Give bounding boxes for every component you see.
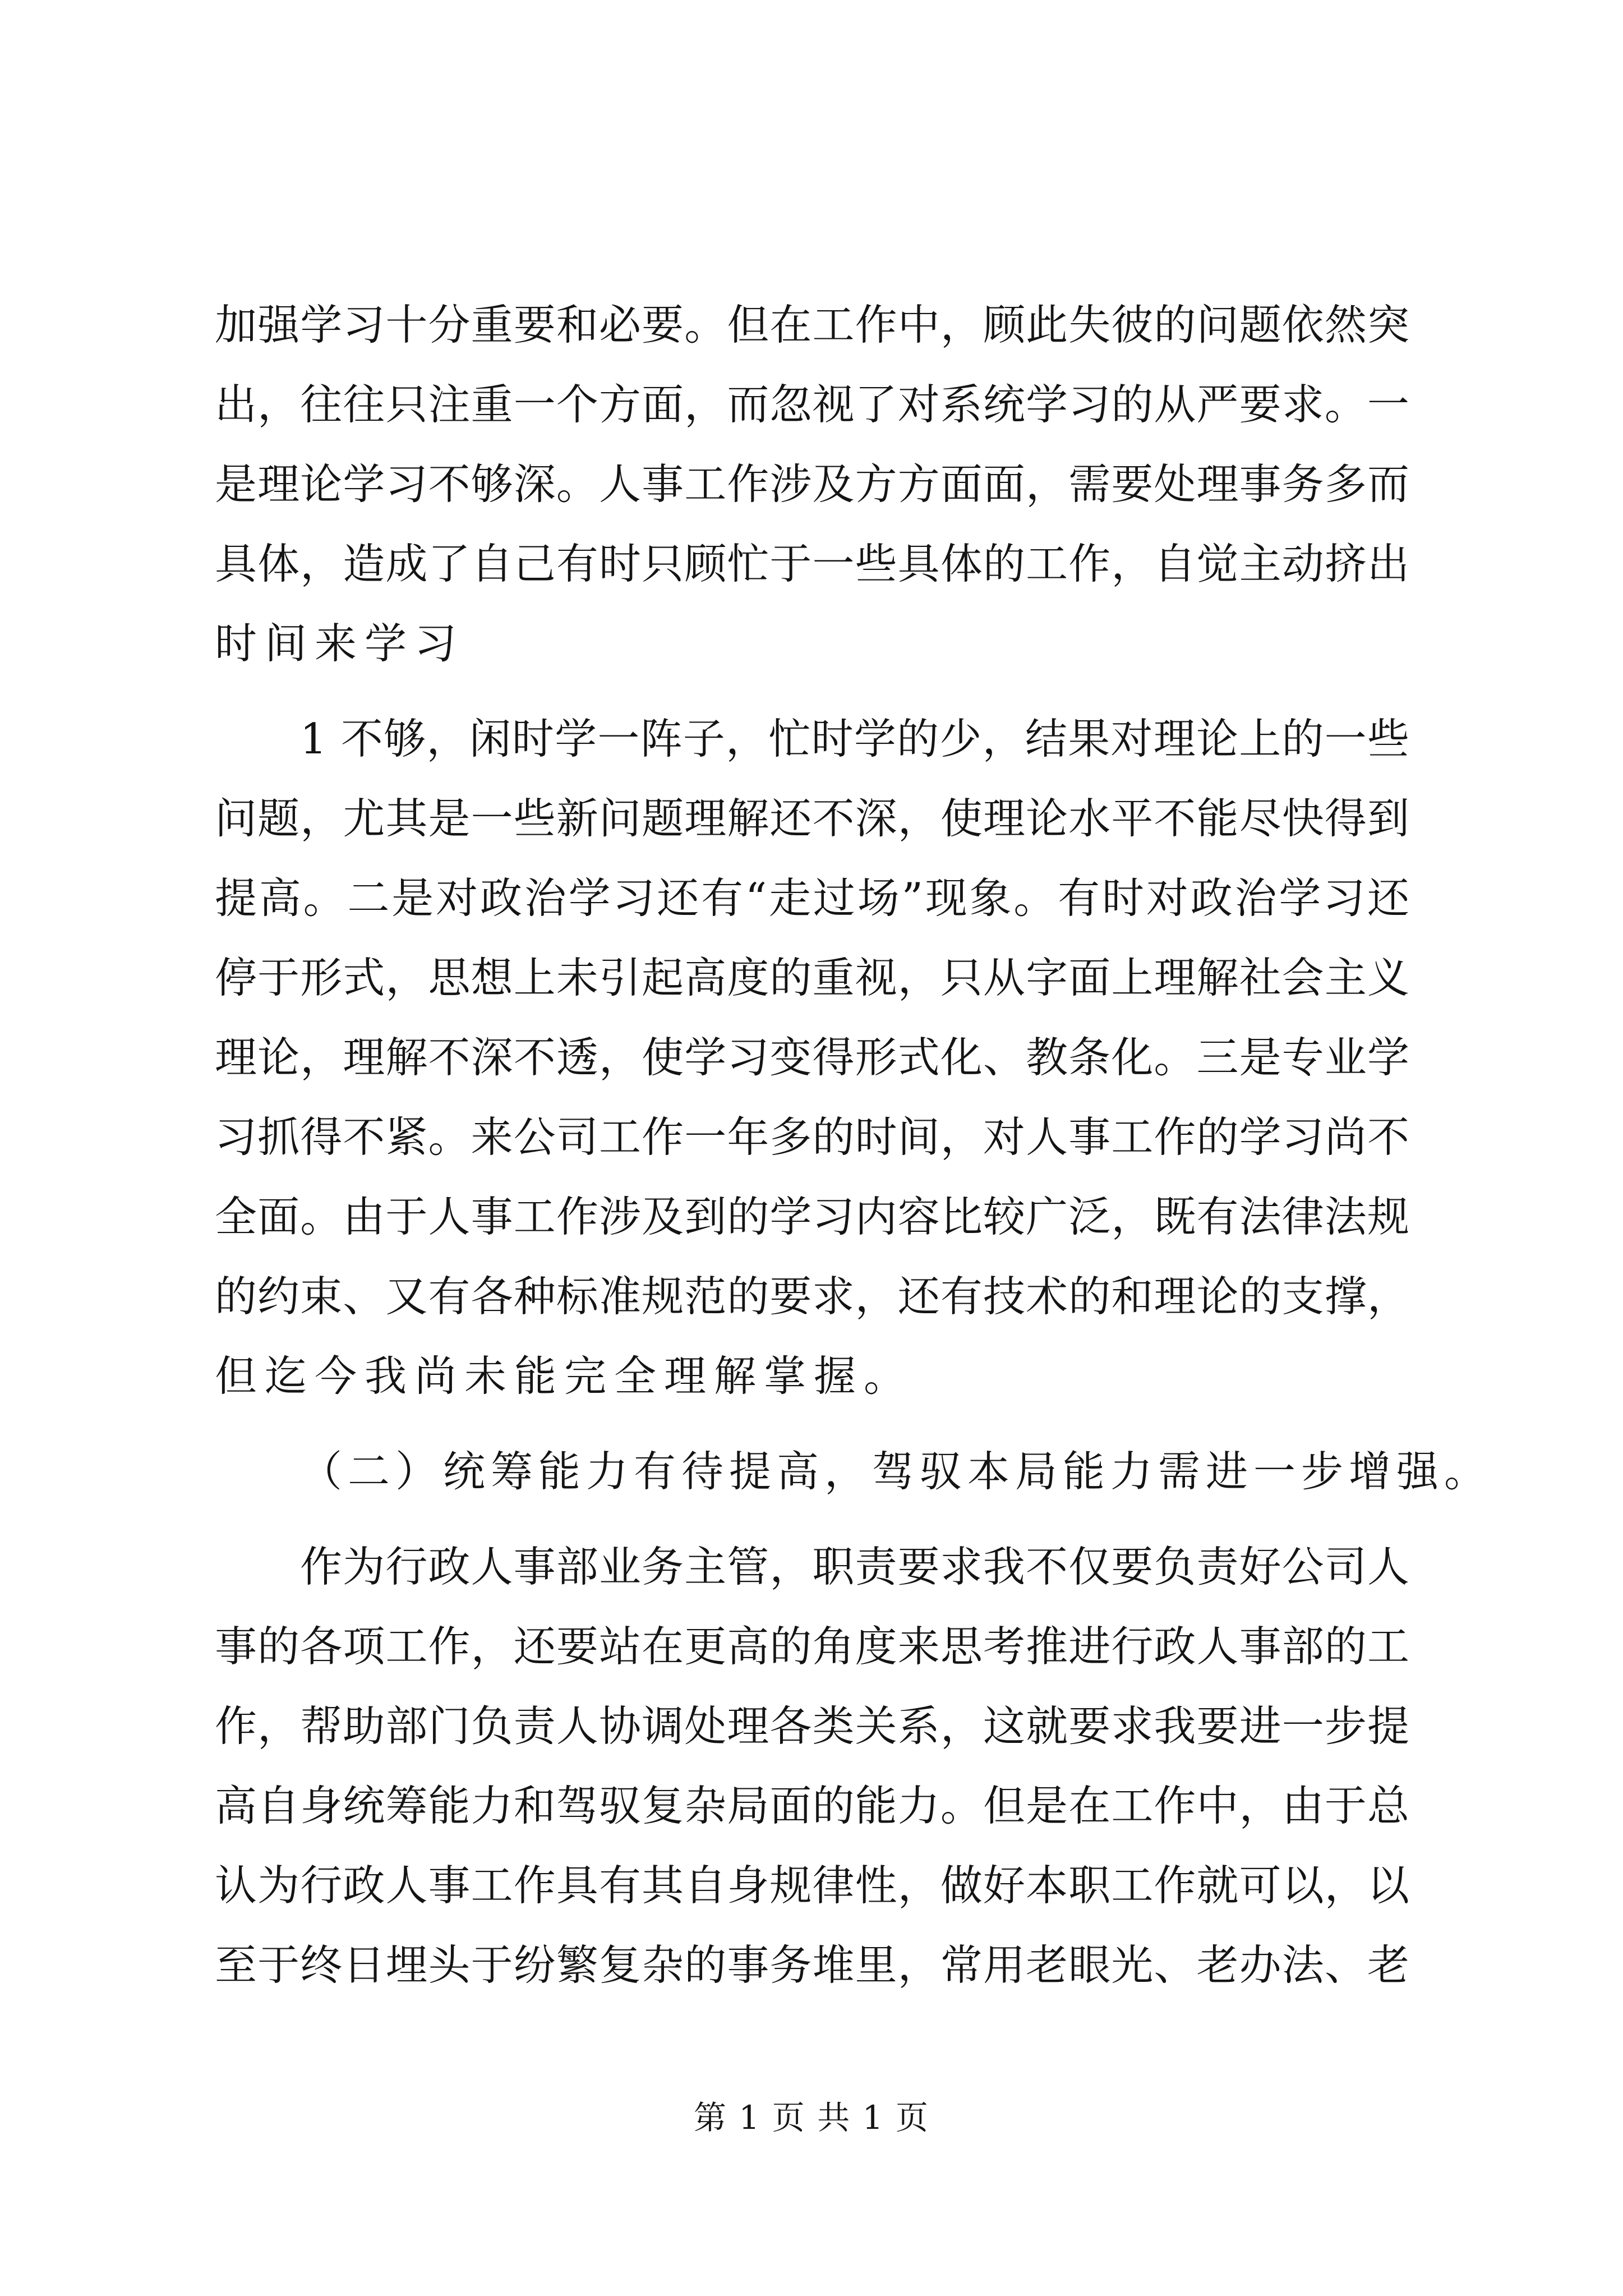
text-line: 1 不够，闲时学一阵子，忙时学的少，结果对理论上的一些 xyxy=(300,714,1409,763)
text-line: 作为行政人事部业务主管，职责要求我不仅要负责好公司人 xyxy=(300,1542,1409,1591)
text-line: 的约束、又有各种标准规范的要求，还有技术的和理论的支撑， xyxy=(215,1272,1409,1321)
text-line: 高自身统筹能力和驾驭复杂局面的能力。但是在工作中，由于总 xyxy=(215,1781,1409,1830)
text-line: 至于终日埋头于纷繁复杂的事务堆里，常用老眼光、老办法、老 xyxy=(215,1940,1409,1990)
text-line: 出，往往只注重一个方面，而忽视了对系统学习的从严要求。一 xyxy=(215,380,1409,429)
text-line: 具体，造成了自己有时只顾忙于一些具体的工作，自觉主动挤出 xyxy=(215,539,1409,588)
text-line: 时间来学习 xyxy=(215,619,465,668)
text-line: 停于形式，思想上未引起高度的重视，只从字面上理解社会主义 xyxy=(215,953,1409,1002)
text-line: 事的各项工作，还要站在更高的角度来思考推进行政人事部的工 xyxy=(215,1622,1409,1671)
text-line: 全面。由于人事工作涉及到的学习内容比较广泛，既有法律法规 xyxy=(215,1192,1409,1241)
section-heading: （二）统筹能力有待提高，驾驭本局能力需进一步增强。 xyxy=(300,1447,1492,1496)
text-line: 但迄今我尚未能完全理解掌握。 xyxy=(215,1351,914,1401)
page-footer: 第 1 页 共 1 页 xyxy=(694,2099,929,2137)
text-line: 理论，理解不深不透，使学习变得形式化、教条化。三是专业学 xyxy=(215,1033,1409,1082)
text-line: 问题，尤其是一些新问题理解还不深，使理论水平不能尽快得到 xyxy=(215,794,1409,843)
text-line: 加强学习十分重要和必要。但在工作中，顾此失彼的问题依然突 xyxy=(215,300,1409,349)
text-line: 作，帮助部门负责人协调处理各类关系，这就要求我要进一步提 xyxy=(215,1701,1409,1751)
text-line: 习抓得不紧。来公司工作一年多的时间，对人事工作的学习尚不 xyxy=(215,1112,1409,1162)
text-line: 认为行政人事工作具有其自身规律性，做好本职工作就可以，以 xyxy=(215,1861,1409,1910)
text-line: 提高。二是对政治学习还有“走过场”现象。有时对政治学习还 xyxy=(215,873,1409,923)
text-line: 是理论学习不够深。人事工作涉及方方面面，需要处理事务多而 xyxy=(215,459,1409,509)
